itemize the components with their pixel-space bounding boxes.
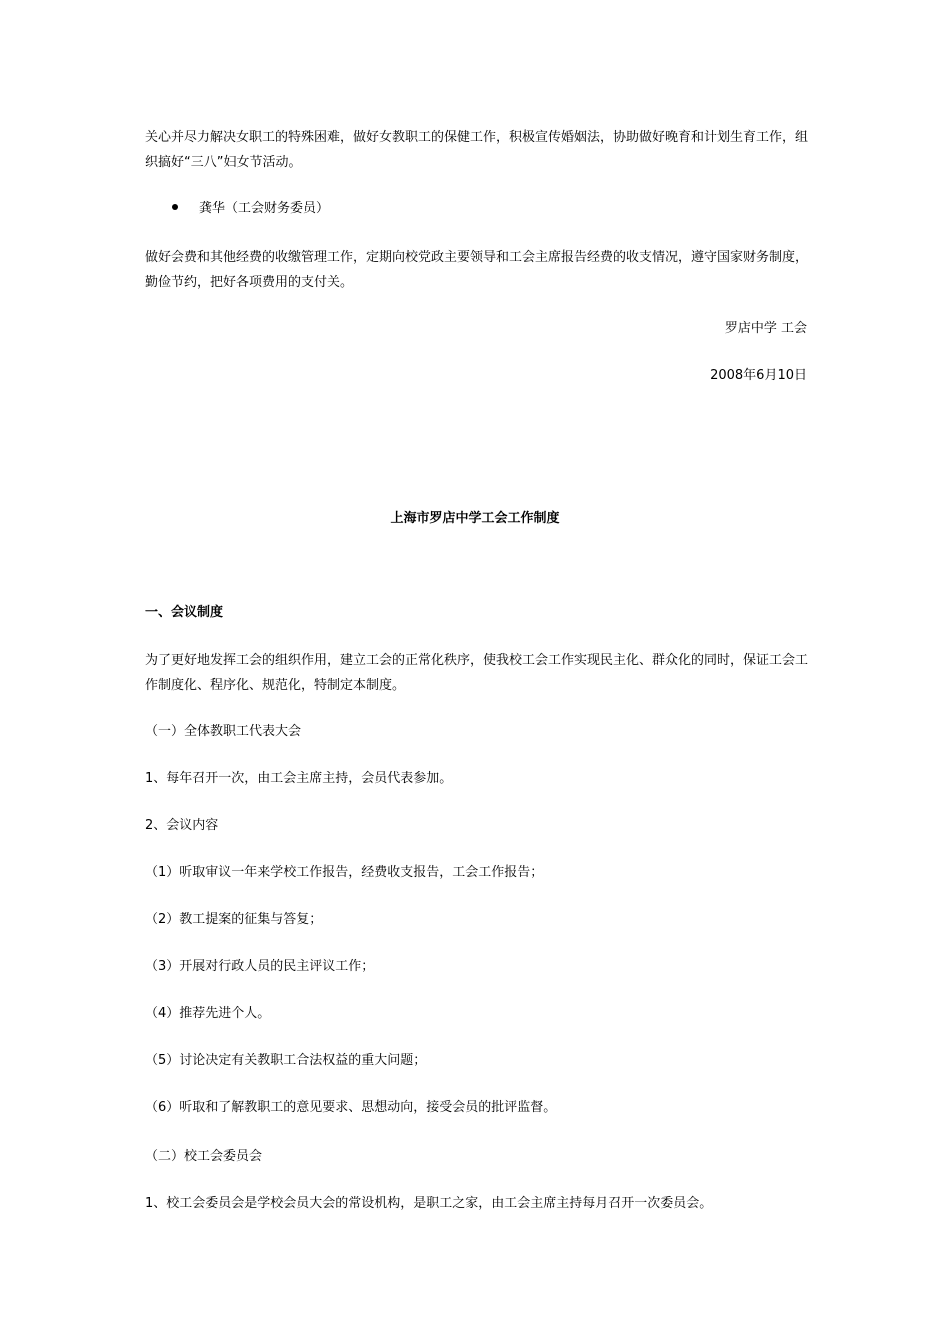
subsection-heading: （一）全体教职工代表大会 — [145, 724, 302, 739]
subsection-heading: （二）校工会委员会 — [145, 1149, 263, 1164]
content-item: （4）推荐先进个人。 — [145, 1006, 271, 1021]
member-name: 龚华（工会财务委员） — [199, 201, 330, 216]
bullet-icon — [172, 204, 178, 210]
list-item: 1、校工会委员会是学校会员大会的常设机构，是职工之家，由工会主席主持每月召开一次委员会。 — [145, 1196, 713, 1211]
section-heading: 一、会议制度 — [145, 605, 224, 620]
content-item: （6）听取和了解教职工的意见要求、思想动向，接受会员的批评监督。 — [145, 1100, 557, 1115]
content-item: （5）讨论决定有关教职工合法权益的重大问题； — [145, 1053, 427, 1068]
member-duty-paragraph: 做好会费和其他经费的收缴管理工作，定期向校党政主要领导和工会主席报告经费的收支情况，遵守国家财务制度，勤俭节约，把好各项费用的支付关。 — [145, 250, 809, 290]
signature-date: 2008年6月10日 — [710, 368, 807, 383]
top-paragraph: 关心并尽力解决女职工的特殊困难，做好女教职工的保健工作，积极宣传婚姻法，协助做好晚育和计划生育工作，组织搞好“三八”妇女节活动。 — [145, 130, 809, 170]
signature-org: 罗店中学 工会 — [724, 321, 807, 336]
list-item: 2、会议内容 — [145, 818, 219, 833]
member-bullet-item — [172, 199, 329, 219]
section-intro: 为了更好地发挥工会的组织作用，建立工会的正常化秩序，使我校工会工作实现民主化、群众化的同时，保证工会工作制度化、程序化、规范化，特制定本制度。 — [145, 653, 809, 693]
document-title: 上海市罗店中学工会工作制度 — [390, 511, 560, 526]
list-item: 1、每年召开一次，由工会主席主持，会员代表参加。 — [145, 771, 453, 786]
content-item: （2）教工提案的征集与答复； — [145, 912, 323, 927]
content-item: （1）听取审议一年来学校工作报告，经费收支报告，工会工作报告； — [145, 865, 544, 880]
content-item: （3）开展对行政人员的民主评议工作； — [145, 959, 375, 974]
